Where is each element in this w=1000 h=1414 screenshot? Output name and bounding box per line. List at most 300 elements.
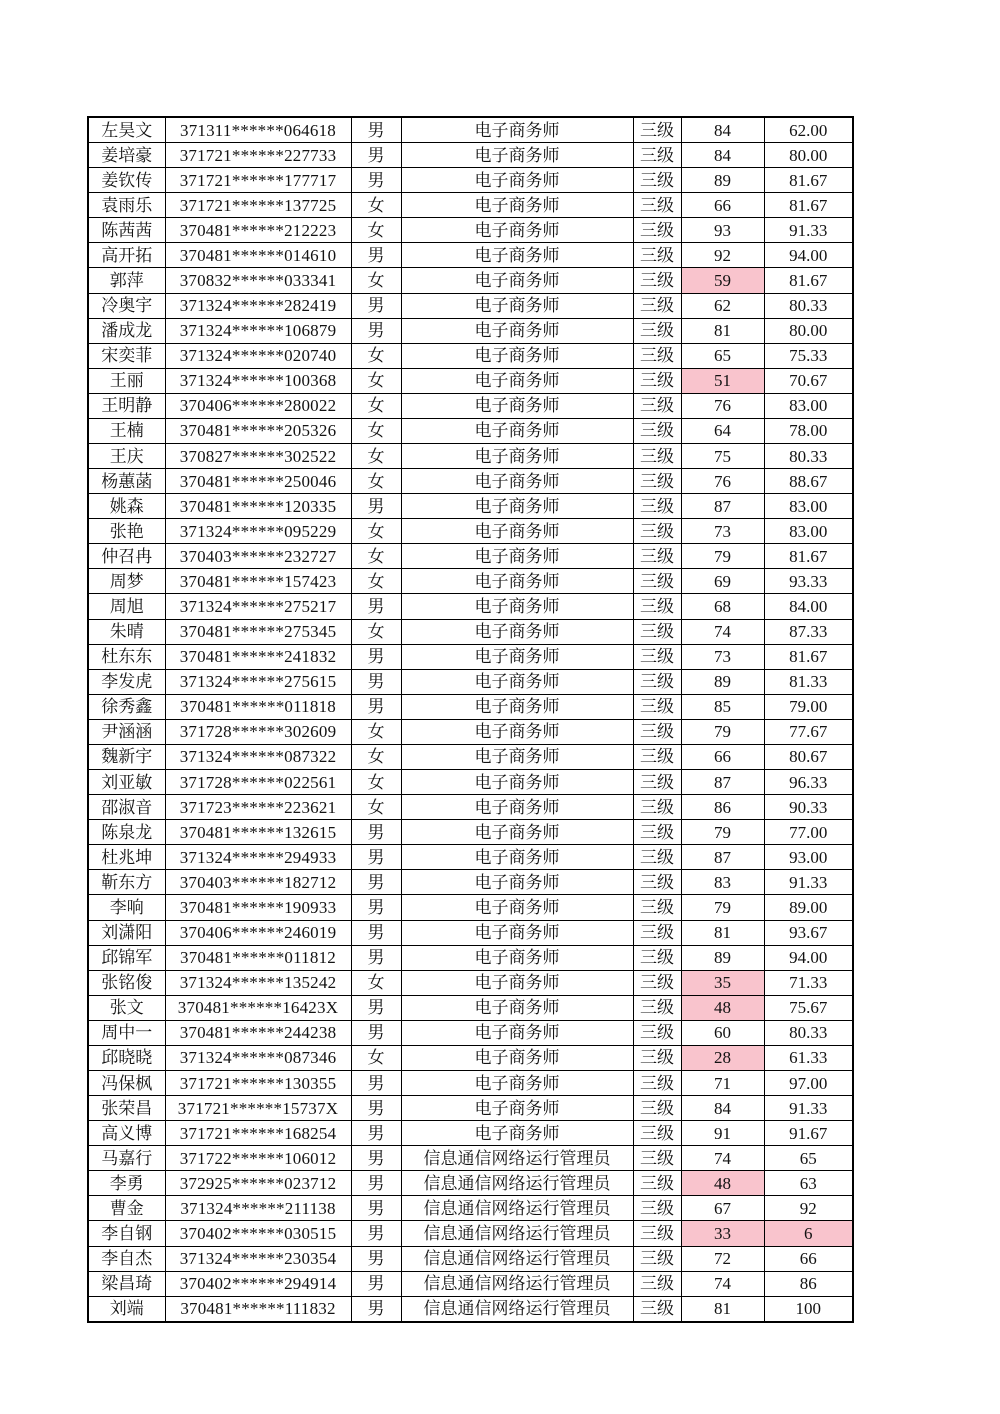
cell-score-1: 84 <box>681 1096 764 1121</box>
score-table-body <box>88 117 853 1322</box>
cell-name: 李勇 <box>88 1171 165 1196</box>
cell-level: 三级 <box>633 1296 681 1322</box>
cell-level: 三级 <box>633 519 681 544</box>
cell-name: 刘亚敏 <box>88 770 165 795</box>
table-row <box>88 1146 853 1171</box>
cell-level: 三级 <box>633 544 681 569</box>
cell-score-2: 71.33 <box>764 970 853 995</box>
cell-name: 邵淑音 <box>88 795 165 820</box>
cell-name: 杜兆坤 <box>88 845 165 870</box>
cell-id-number: 370481******205326 <box>165 418 351 443</box>
cell-name: 王明静 <box>88 393 165 418</box>
cell-name: 朱晴 <box>88 619 165 644</box>
table-row <box>88 1171 853 1196</box>
cell-gender: 女 <box>351 218 401 243</box>
cell-gender: 男 <box>351 594 401 619</box>
cell-score-2: 100 <box>764 1296 853 1322</box>
cell-occupation: 电子商务师 <box>401 1121 633 1146</box>
cell-occupation: 电子商务师 <box>401 870 633 895</box>
cell-gender: 男 <box>351 1096 401 1121</box>
cell-occupation: 电子商务师 <box>401 619 633 644</box>
cell-score-2: 83.00 <box>764 519 853 544</box>
cell-occupation: 电子商务师 <box>401 343 633 368</box>
cell-gender: 男 <box>351 1196 401 1221</box>
table-row <box>88 343 853 368</box>
cell-score-2: 75.33 <box>764 343 853 368</box>
cell-name: 邱晓晓 <box>88 1045 165 1070</box>
cell-gender: 女 <box>351 418 401 443</box>
cell-score-2: 83.00 <box>764 393 853 418</box>
cell-id-number: 371324******135242 <box>165 970 351 995</box>
cell-score-2: 88.67 <box>764 469 853 494</box>
cell-gender: 男 <box>351 895 401 920</box>
table-row <box>88 870 853 895</box>
cell-score-2: 91.33 <box>764 218 853 243</box>
cell-occupation: 电子商务师 <box>401 845 633 870</box>
cell-occupation: 信息通信网络运行管理员 <box>401 1271 633 1296</box>
cell-level: 三级 <box>633 368 681 393</box>
cell-occupation: 电子商务师 <box>401 318 633 343</box>
cell-gender: 女 <box>351 193 401 218</box>
cell-id-number: 370481******16423X <box>165 995 351 1020</box>
cell-gender: 女 <box>351 343 401 368</box>
cell-gender: 男 <box>351 1020 401 1045</box>
cell-level: 三级 <box>633 293 681 318</box>
cell-score-2: 79.00 <box>764 694 853 719</box>
cell-score-1: 64 <box>681 418 764 443</box>
cell-score-1: 79 <box>681 719 764 744</box>
cell-level: 三级 <box>633 469 681 494</box>
cell-occupation: 电子商务师 <box>401 293 633 318</box>
cell-occupation: 电子商务师 <box>401 368 633 393</box>
cell-score-2: 84.00 <box>764 594 853 619</box>
cell-level: 三级 <box>633 795 681 820</box>
cell-score-2: 97.00 <box>764 1070 853 1095</box>
cell-score-2: 86 <box>764 1271 853 1296</box>
cell-level: 三级 <box>633 1070 681 1095</box>
cell-score-1: 81 <box>681 920 764 945</box>
cell-score-1: 66 <box>681 193 764 218</box>
cell-id-number: 371324******087322 <box>165 744 351 769</box>
cell-score-1: 79 <box>681 895 764 920</box>
cell-score-1: 62 <box>681 293 764 318</box>
cell-score-2: 90.33 <box>764 795 853 820</box>
cell-score-2: 81.67 <box>764 268 853 293</box>
table-row <box>88 1221 853 1246</box>
cell-id-number: 371311******064618 <box>165 117 351 143</box>
cell-name: 王庆 <box>88 444 165 469</box>
cell-name: 周旭 <box>88 594 165 619</box>
cell-score-1: 74 <box>681 619 764 644</box>
cell-gender: 女 <box>351 569 401 594</box>
table-row <box>88 945 853 970</box>
cell-score-2: 63 <box>764 1171 853 1196</box>
cell-name: 姜培豪 <box>88 143 165 168</box>
cell-gender: 男 <box>351 820 401 845</box>
cell-gender: 女 <box>351 444 401 469</box>
cell-score-1-low-highlight: 28 <box>681 1045 764 1070</box>
cell-level: 三级 <box>633 117 681 143</box>
cell-occupation: 电子商务师 <box>401 694 633 719</box>
cell-name: 杨蕙菡 <box>88 469 165 494</box>
cell-gender: 女 <box>351 795 401 820</box>
cell-id-number: 370403******182712 <box>165 870 351 895</box>
cell-score-1: 84 <box>681 117 764 143</box>
cell-name: 仲召冉 <box>88 544 165 569</box>
cell-score-1-low-highlight: 48 <box>681 1171 764 1196</box>
cell-level: 三级 <box>633 168 681 193</box>
table-row <box>88 694 853 719</box>
cell-gender: 男 <box>351 694 401 719</box>
cell-gender: 男 <box>351 117 401 143</box>
table-row <box>88 143 853 168</box>
cell-occupation: 电子商务师 <box>401 594 633 619</box>
cell-name: 李自杰 <box>88 1246 165 1271</box>
cell-name: 张文 <box>88 995 165 1020</box>
cell-id-number: 371324******230354 <box>165 1246 351 1271</box>
cell-score-1: 74 <box>681 1146 764 1171</box>
cell-level: 三级 <box>633 1020 681 1045</box>
cell-gender: 男 <box>351 1171 401 1196</box>
table-row <box>88 1045 853 1070</box>
cell-name: 杜东东 <box>88 644 165 669</box>
cell-level: 三级 <box>633 143 681 168</box>
cell-score-1: 76 <box>681 469 764 494</box>
cell-level: 三级 <box>633 694 681 719</box>
cell-gender: 男 <box>351 644 401 669</box>
cell-id-number: 370481******111832 <box>165 1296 351 1322</box>
cell-name: 梁昌琦 <box>88 1271 165 1296</box>
cell-score-1: 81 <box>681 318 764 343</box>
cell-score-2: 81.67 <box>764 168 853 193</box>
cell-name: 王丽 <box>88 368 165 393</box>
cell-level: 三级 <box>633 1121 681 1146</box>
cell-name: 魏新宇 <box>88 744 165 769</box>
cell-id-number: 370481******250046 <box>165 469 351 494</box>
cell-gender: 男 <box>351 1146 401 1171</box>
cell-gender: 女 <box>351 268 401 293</box>
table-row <box>88 1196 853 1221</box>
score-table <box>87 116 854 1323</box>
cell-name: 马嘉行 <box>88 1146 165 1171</box>
cell-score-2: 91.33 <box>764 1096 853 1121</box>
cell-id-number: 371723******223621 <box>165 795 351 820</box>
cell-score-2: 94.00 <box>764 243 853 268</box>
cell-gender: 女 <box>351 368 401 393</box>
cell-occupation: 电子商务师 <box>401 218 633 243</box>
cell-score-2: 91.67 <box>764 1121 853 1146</box>
cell-id-number: 370402******294914 <box>165 1271 351 1296</box>
cell-id-number: 370481******157423 <box>165 569 351 594</box>
table-row <box>88 368 853 393</box>
cell-occupation: 电子商务师 <box>401 444 633 469</box>
cell-name: 陈茜茜 <box>88 218 165 243</box>
cell-occupation: 信息通信网络运行管理员 <box>401 1246 633 1271</box>
cell-level: 三级 <box>633 193 681 218</box>
cell-name: 左昊文 <box>88 117 165 143</box>
cell-level: 三级 <box>633 444 681 469</box>
cell-id-number: 370827******302522 <box>165 444 351 469</box>
cell-gender: 男 <box>351 243 401 268</box>
cell-score-1: 73 <box>681 519 764 544</box>
cell-name: 周中一 <box>88 1020 165 1045</box>
cell-score-2: 80.00 <box>764 318 853 343</box>
cell-gender: 女 <box>351 469 401 494</box>
cell-score-1: 93 <box>681 218 764 243</box>
cell-level: 三级 <box>633 343 681 368</box>
cell-score-1-low-highlight: 51 <box>681 368 764 393</box>
cell-score-2: 93.33 <box>764 569 853 594</box>
cell-score-2: 66 <box>764 1246 853 1271</box>
cell-occupation: 电子商务师 <box>401 168 633 193</box>
cell-score-2: 80.33 <box>764 1020 853 1045</box>
cell-occupation: 电子商务师 <box>401 770 633 795</box>
cell-score-1: 76 <box>681 393 764 418</box>
cell-score-2: 75.67 <box>764 995 853 1020</box>
cell-id-number: 371721******130355 <box>165 1070 351 1095</box>
cell-gender: 男 <box>351 669 401 694</box>
cell-level: 三级 <box>633 569 681 594</box>
cell-gender: 男 <box>351 318 401 343</box>
cell-id-number: 371721******168254 <box>165 1121 351 1146</box>
cell-level: 三级 <box>633 1246 681 1271</box>
cell-gender: 男 <box>351 995 401 1020</box>
cell-id-number: 370481******132615 <box>165 820 351 845</box>
cell-level: 三级 <box>633 719 681 744</box>
cell-gender: 男 <box>351 494 401 519</box>
cell-score-1: 60 <box>681 1020 764 1045</box>
cell-score-1: 68 <box>681 594 764 619</box>
cell-name: 刘潇阳 <box>88 920 165 945</box>
cell-name: 陈泉龙 <box>88 820 165 845</box>
cell-gender: 男 <box>351 293 401 318</box>
cell-gender: 男 <box>351 870 401 895</box>
cell-level: 三级 <box>633 218 681 243</box>
cell-score-1: 79 <box>681 544 764 569</box>
cell-score-1: 89 <box>681 945 764 970</box>
cell-name: 靳东方 <box>88 870 165 895</box>
cell-score-1: 72 <box>681 1246 764 1271</box>
cell-id-number: 370403******232727 <box>165 544 351 569</box>
cell-score-2: 96.33 <box>764 770 853 795</box>
cell-id-number: 370406******246019 <box>165 920 351 945</box>
cell-id-number: 370481******011818 <box>165 694 351 719</box>
cell-occupation: 电子商务师 <box>401 469 633 494</box>
cell-gender: 女 <box>351 544 401 569</box>
cell-gender: 女 <box>351 519 401 544</box>
cell-id-number: 370406******280022 <box>165 393 351 418</box>
table-row <box>88 168 853 193</box>
cell-occupation: 电子商务师 <box>401 418 633 443</box>
cell-level: 三级 <box>633 870 681 895</box>
cell-gender: 男 <box>351 1246 401 1271</box>
cell-score-2: 80.00 <box>764 143 853 168</box>
cell-occupation: 电子商务师 <box>401 393 633 418</box>
cell-occupation: 信息通信网络运行管理员 <box>401 1221 633 1246</box>
table-row <box>88 268 853 293</box>
cell-gender: 男 <box>351 945 401 970</box>
cell-name: 张艳 <box>88 519 165 544</box>
table-row <box>88 719 853 744</box>
cell-id-number: 371721******177717 <box>165 168 351 193</box>
cell-occupation: 电子商务师 <box>401 895 633 920</box>
cell-name: 王楠 <box>88 418 165 443</box>
cell-id-number: 371324******211138 <box>165 1196 351 1221</box>
cell-score-2: 61.33 <box>764 1045 853 1070</box>
cell-gender: 女 <box>351 744 401 769</box>
cell-level: 三级 <box>633 318 681 343</box>
cell-name: 高义博 <box>88 1121 165 1146</box>
cell-gender: 男 <box>351 845 401 870</box>
cell-gender: 女 <box>351 770 401 795</box>
table-row <box>88 1246 853 1271</box>
cell-score-2: 70.67 <box>764 368 853 393</box>
cell-level: 三级 <box>633 644 681 669</box>
cell-occupation: 电子商务师 <box>401 519 633 544</box>
cell-score-2: 80.67 <box>764 744 853 769</box>
cell-occupation: 电子商务师 <box>401 719 633 744</box>
cell-occupation: 信息通信网络运行管理员 <box>401 1146 633 1171</box>
cell-id-number: 371324******020740 <box>165 343 351 368</box>
cell-level: 三级 <box>633 770 681 795</box>
cell-name: 尹涵涵 <box>88 719 165 744</box>
cell-name: 邱锦军 <box>88 945 165 970</box>
cell-name: 冷奥宇 <box>88 293 165 318</box>
cell-gender: 女 <box>351 719 401 744</box>
cell-name: 李自钢 <box>88 1221 165 1246</box>
cell-occupation: 电子商务师 <box>401 143 633 168</box>
table-row <box>88 770 853 795</box>
cell-id-number: 371324******282419 <box>165 293 351 318</box>
cell-score-1: 89 <box>681 669 764 694</box>
cell-occupation: 电子商务师 <box>401 193 633 218</box>
cell-name: 张荣昌 <box>88 1096 165 1121</box>
cell-level: 三级 <box>633 1096 681 1121</box>
cell-gender: 男 <box>351 1221 401 1246</box>
cell-level: 三级 <box>633 1196 681 1221</box>
cell-id-number: 370481******190933 <box>165 895 351 920</box>
cell-score-2: 78.00 <box>764 418 853 443</box>
cell-name: 冯保枫 <box>88 1070 165 1095</box>
cell-id-number: 371324******106879 <box>165 318 351 343</box>
cell-score-2: 83.00 <box>764 494 853 519</box>
cell-level: 三级 <box>633 845 681 870</box>
cell-occupation: 电子商务师 <box>401 795 633 820</box>
table-row <box>88 744 853 769</box>
table-row <box>88 1296 853 1322</box>
cell-score-2: 87.33 <box>764 619 853 644</box>
cell-id-number: 371324******294933 <box>165 845 351 870</box>
cell-id-number: 371324******275217 <box>165 594 351 619</box>
cell-id-number: 370481******244238 <box>165 1020 351 1045</box>
table-row <box>88 1096 853 1121</box>
cell-score-1: 91 <box>681 1121 764 1146</box>
cell-score-2: 62.00 <box>764 117 853 143</box>
cell-score-2: 81.67 <box>764 193 853 218</box>
cell-gender: 男 <box>351 143 401 168</box>
cell-score-1: 69 <box>681 569 764 594</box>
cell-level: 三级 <box>633 243 681 268</box>
cell-score-2: 80.33 <box>764 293 853 318</box>
cell-level: 三级 <box>633 1146 681 1171</box>
table-row <box>88 795 853 820</box>
cell-score-2: 81.67 <box>764 544 853 569</box>
cell-occupation: 电子商务师 <box>401 569 633 594</box>
cell-score-2: 81.67 <box>764 644 853 669</box>
cell-name: 曹金 <box>88 1196 165 1221</box>
cell-level: 三级 <box>633 744 681 769</box>
cell-occupation: 电子商务师 <box>401 945 633 970</box>
cell-id-number: 370481******275345 <box>165 619 351 644</box>
cell-score-2: 65 <box>764 1146 853 1171</box>
cell-level: 三级 <box>633 594 681 619</box>
cell-occupation: 电子商务师 <box>401 1070 633 1095</box>
cell-score-1: 85 <box>681 694 764 719</box>
cell-name: 李响 <box>88 895 165 920</box>
cell-id-number: 371324******087346 <box>165 1045 351 1070</box>
cell-occupation: 电子商务师 <box>401 744 633 769</box>
cell-id-number: 371324******275615 <box>165 669 351 694</box>
cell-score-1: 65 <box>681 343 764 368</box>
cell-gender: 女 <box>351 1045 401 1070</box>
table-row <box>88 218 853 243</box>
cell-id-number: 371721******227733 <box>165 143 351 168</box>
cell-score-1: 79 <box>681 820 764 845</box>
cell-score-1: 66 <box>681 744 764 769</box>
cell-score-2: 77.00 <box>764 820 853 845</box>
cell-gender: 男 <box>351 168 401 193</box>
cell-gender: 男 <box>351 1271 401 1296</box>
cell-level: 三级 <box>633 1045 681 1070</box>
cell-score-1: 87 <box>681 845 764 870</box>
table-row <box>88 444 853 469</box>
cell-level: 三级 <box>633 619 681 644</box>
cell-level: 三级 <box>633 945 681 970</box>
cell-id-number: 370832******033341 <box>165 268 351 293</box>
cell-id-number: 370481******011812 <box>165 945 351 970</box>
cell-id-number: 370481******120335 <box>165 494 351 519</box>
cell-level: 三级 <box>633 995 681 1020</box>
cell-occupation: 电子商务师 <box>401 669 633 694</box>
cell-level: 三级 <box>633 418 681 443</box>
cell-occupation: 电子商务师 <box>401 1045 633 1070</box>
cell-name: 姜钦传 <box>88 168 165 193</box>
table-row <box>88 569 853 594</box>
cell-level: 三级 <box>633 393 681 418</box>
table-row <box>88 318 853 343</box>
cell-level: 三级 <box>633 970 681 995</box>
cell-level: 三级 <box>633 669 681 694</box>
table-row <box>88 995 853 1020</box>
cell-occupation: 电子商务师 <box>401 117 633 143</box>
cell-name: 张铭俊 <box>88 970 165 995</box>
cell-name: 宋奕菲 <box>88 343 165 368</box>
cell-score-1: 87 <box>681 770 764 795</box>
cell-score-1-low-highlight: 35 <box>681 970 764 995</box>
cell-id-number: 371722******106012 <box>165 1146 351 1171</box>
cell-occupation: 电子商务师 <box>401 1096 633 1121</box>
cell-score-1: 83 <box>681 870 764 895</box>
table-row <box>88 1271 853 1296</box>
cell-level: 三级 <box>633 1171 681 1196</box>
cell-occupation: 电子商务师 <box>401 268 633 293</box>
cell-score-2-low-highlight: 6 <box>764 1221 853 1246</box>
cell-score-1-low-highlight: 33 <box>681 1221 764 1246</box>
cell-name: 郭萍 <box>88 268 165 293</box>
cell-id-number: 371728******302609 <box>165 719 351 744</box>
cell-name: 高开拓 <box>88 243 165 268</box>
cell-score-1: 74 <box>681 1271 764 1296</box>
